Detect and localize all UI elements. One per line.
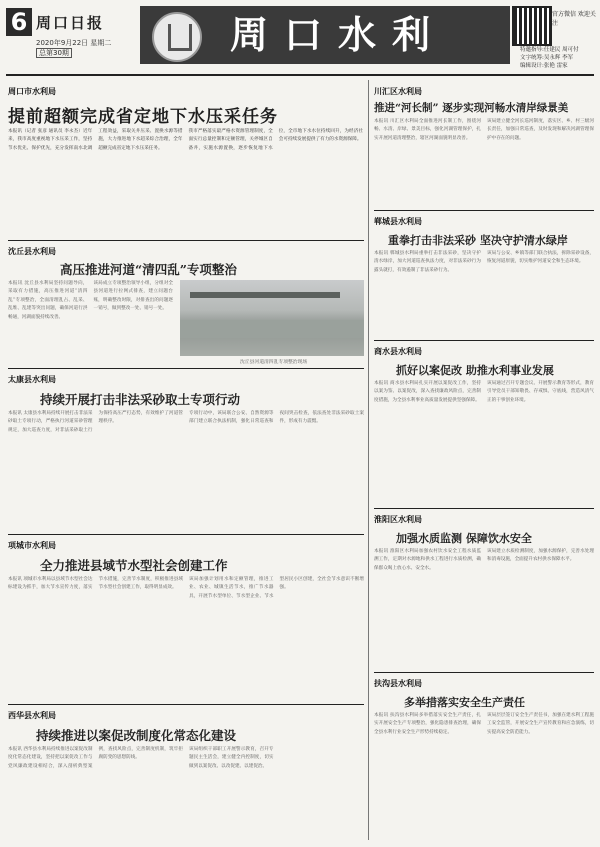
article-kicker: 商水县水利局	[374, 347, 422, 356]
dateline: 2020年9月22日 星期二	[36, 39, 112, 47]
article-headline: 持续推进以案促改制度化常态化建设	[36, 728, 237, 743]
article-kicker: 项城市水利局	[8, 541, 56, 550]
article-headline: 持续开展打击非法采砂取土专项行动	[40, 392, 241, 407]
article-kicker: 沈丘县水利局	[8, 247, 56, 256]
article-paragraph: 本报讯 项城市水利局以县域节水型社会达标建设为抓手，加大节水宣传力度，落实节水措施，完善节水制度，积极推进县域节水型社会创建工作，取得明显成效。	[8, 577, 183, 591]
article-paragraph: 本报讯 扶沟县水利局多举措落实安全生产责任，扎实开展安全生产专项整治，强化隐患排查治理，确保全县水利行业安全生产形势持续稳定。	[374, 713, 481, 735]
article-body	[374, 712, 594, 842]
qr-caption: 官方微信 欢迎关注	[552, 11, 596, 27]
section-banner	[140, 6, 510, 64]
section-rule	[374, 340, 594, 341]
staff-line: 编辑设计:张艳 雷家	[520, 63, 568, 69]
article-headline: 抓好以案促改 助推水利事业发展	[396, 364, 554, 377]
article-paragraph: 本报讯 郸城县水利局重拳打击非法采砂，坚决守护清水绿岸，加大河道巡查执法力度，对非法采砂行为露头就打，有效遏制了非法采砂行为。	[374, 251, 481, 273]
article-kicker: 川汇区水利局	[374, 87, 422, 96]
article-kicker: 西华县水利局	[8, 711, 56, 720]
article-kicker: 郸城县水利局	[374, 217, 422, 226]
paper-name: 周口日报	[36, 14, 105, 32]
article-body	[8, 128, 363, 238]
article-paragraph: 该局成立专项整治领导小组，分组对全县河道进行拉网式排查，建立问题台账，明确整改时限，对排查出的问题逐一销号，做到整改一处、销号一处。	[93, 281, 173, 312]
article-headline: 加强水质监测 保障饮水安全	[396, 532, 532, 545]
article-body	[8, 410, 364, 530]
article-kicker: 扶沟县水利局	[374, 679, 422, 688]
column-divider	[368, 80, 369, 840]
staff-list	[520, 46, 598, 70]
article-body	[374, 548, 594, 668]
article-paragraph: 该局与公安、乡镇等部门联合执法，拆除采砂设备，恢复河道原貌，切实维护河道安全和生态环境。	[487, 251, 594, 265]
article-paragraph: 该局组织干部职工开展警示教育，召开专题民主生活会，建立健全内控制度，切实做到以案促改、以改促建、以建促治。	[189, 747, 274, 769]
staff-line: 文字统筹:吴永辉 李军	[520, 55, 574, 61]
qr-code-icon	[512, 6, 552, 46]
article-body	[8, 746, 364, 842]
article-paragraph: 本报讯 沈丘县水利局坚持问题导向，采取有力措施，高压推进河道“清四乱”专项整治，全面清理乱占、乱采、乱堆、乱建等突出问题，确保河道行洪畅通，河湖面貌持续改善。	[8, 281, 88, 320]
section-rule	[374, 210, 594, 211]
article-body	[8, 576, 364, 700]
section-rule	[8, 368, 364, 369]
water-emblem-icon	[152, 12, 202, 62]
article-paragraph: 本报讯 太康县水利局持续开展打击非法采砂取土专项行动，严格执行河道采砂管理规定，加大巡查力度，对非法采砂取土行为保持高压严打态势，有效维护了河道管理秩序。	[8, 411, 183, 433]
article-kicker: 淮阳区水利局	[374, 515, 422, 524]
article-headline: 高压推进河道“清四乱”专项整治	[60, 262, 237, 277]
issue-number	[36, 48, 72, 58]
article-paragraph: 该局建立健全河长巡河制度，落实区、乡、村三级河长责任，加强日常巡查，及时发现和解决河湖管理保护中存在的问题。	[487, 119, 594, 141]
article-kicker: 周口市水利局	[8, 87, 56, 96]
photo-caption: 沈丘县河道清四乱专项整治现场	[240, 360, 308, 365]
article-paragraph: 该局加强计划用水和定额管理，推进工业、农业、城镇生活节水，推广节水器具，开展节水型单位、节水型企业、节水型居民小区创建，全社会节水意识不断增强。	[189, 577, 364, 599]
bridge-shape	[190, 292, 340, 298]
article-body	[374, 118, 594, 200]
staff-line: 特邀指导:任建民 周可付	[520, 47, 579, 53]
article-headline: 全力推进县域节水型社会创建工作	[40, 558, 228, 573]
article-body	[8, 280, 173, 368]
article-paragraph: 该局通过召开专题会议、开展警示教育等形式，教育引导党员干部知敬畏、存戒惧、守底线，营造风清气正的干事创业环境。	[487, 381, 594, 403]
article-kicker: 太康县水利局	[8, 375, 56, 384]
masthead-rule	[6, 74, 594, 76]
article-headline: 推进“河长制” 逐步实现河畅水清岸绿景美	[374, 102, 569, 114]
article-paragraph: 本报讯 淮阳区水利局加强农村饮水安全工程水质监测工作，定期对水源地和供水工程进行水质检测，确保群众喝上放心水、安全水。	[374, 549, 481, 571]
article-headline: 提前超额完成省定地下水压采任务	[8, 107, 278, 127]
water-shape	[180, 320, 364, 338]
page-number: 6	[6, 8, 32, 36]
section-rule	[374, 508, 594, 509]
section-rule	[8, 240, 364, 241]
section-rule	[8, 704, 364, 705]
article-paragraph: 该局建立水质检测制度，加强水源保护，完善水处理和消毒设施，全面提升农村供水保障水平。	[487, 549, 594, 563]
article-paragraph: 本报讯 商水县水利局扎实开展以案促改工作，坚持以案为鉴、以案促改，深入查找廉政风险点，完善制度措施，为全县水利事业高质量发展提供坚强保障。	[374, 381, 481, 403]
river-photo	[180, 280, 364, 356]
article-paragraph: 该局层层签订安全生产责任书，加强在建水利工程施工安全监管，开展安全生产宣传教育和应急演练，切实提高安全防范能力。	[487, 713, 594, 735]
article-paragraph: 本报讯（记者 张彦 通讯员 李永杰）近年来，我市高度重视地下水压采工作，坚持节水优先、保护优先，充分发挥南水北调工程效益，采取关井压采、置换水源等措施，大力推进地下水超采综合治理，全年超额完成省定地下水压采任务。	[8, 129, 183, 151]
article-body	[374, 380, 594, 504]
article-paragraph: 专项行动中，该局联合公安、自然资源等部门建立联合执法机制，强化日常巡查和夜间突击检查，依法查处非法采砂取土案件，形成有力震慑。	[189, 411, 364, 425]
article-headline: 多举措落实安全生产责任	[404, 696, 525, 709]
section-rule	[374, 672, 594, 673]
issue-label: 总第30期	[36, 48, 72, 58]
section-title: 周口水利	[230, 12, 447, 57]
article-paragraph: 本报讯 西华县水利局持续推进以案促改制度化常态化建设，坚持把以案促改工作与党风廉政建设相结合，深入剖析典型案例，查找风险点，完善制度机制，筑牢拒腐防变的思想防线。	[8, 747, 183, 769]
article-paragraph: 本报讯 川汇区水利局全面推进河长制工作，围绕河畅、水清、岸绿、景美目标，强化河湖管理保护，扎实开展河道清理整治，辖区河湖面貌明显改善。	[374, 119, 481, 141]
article-body	[374, 250, 594, 338]
article-headline: 重拳打击非法采砂 坚决守护清水绿岸	[388, 234, 568, 247]
section-rule	[8, 534, 364, 535]
article-paragraph: 我市严格落实最严格水资源管理制度，全面实行总量控制和定额管理，关停城区自备井，实施水源置换，逐步恢复地下水位，全市地下水水位持续回升，为经济社会可持续发展提供了有力的水资源保障。	[188, 129, 363, 151]
